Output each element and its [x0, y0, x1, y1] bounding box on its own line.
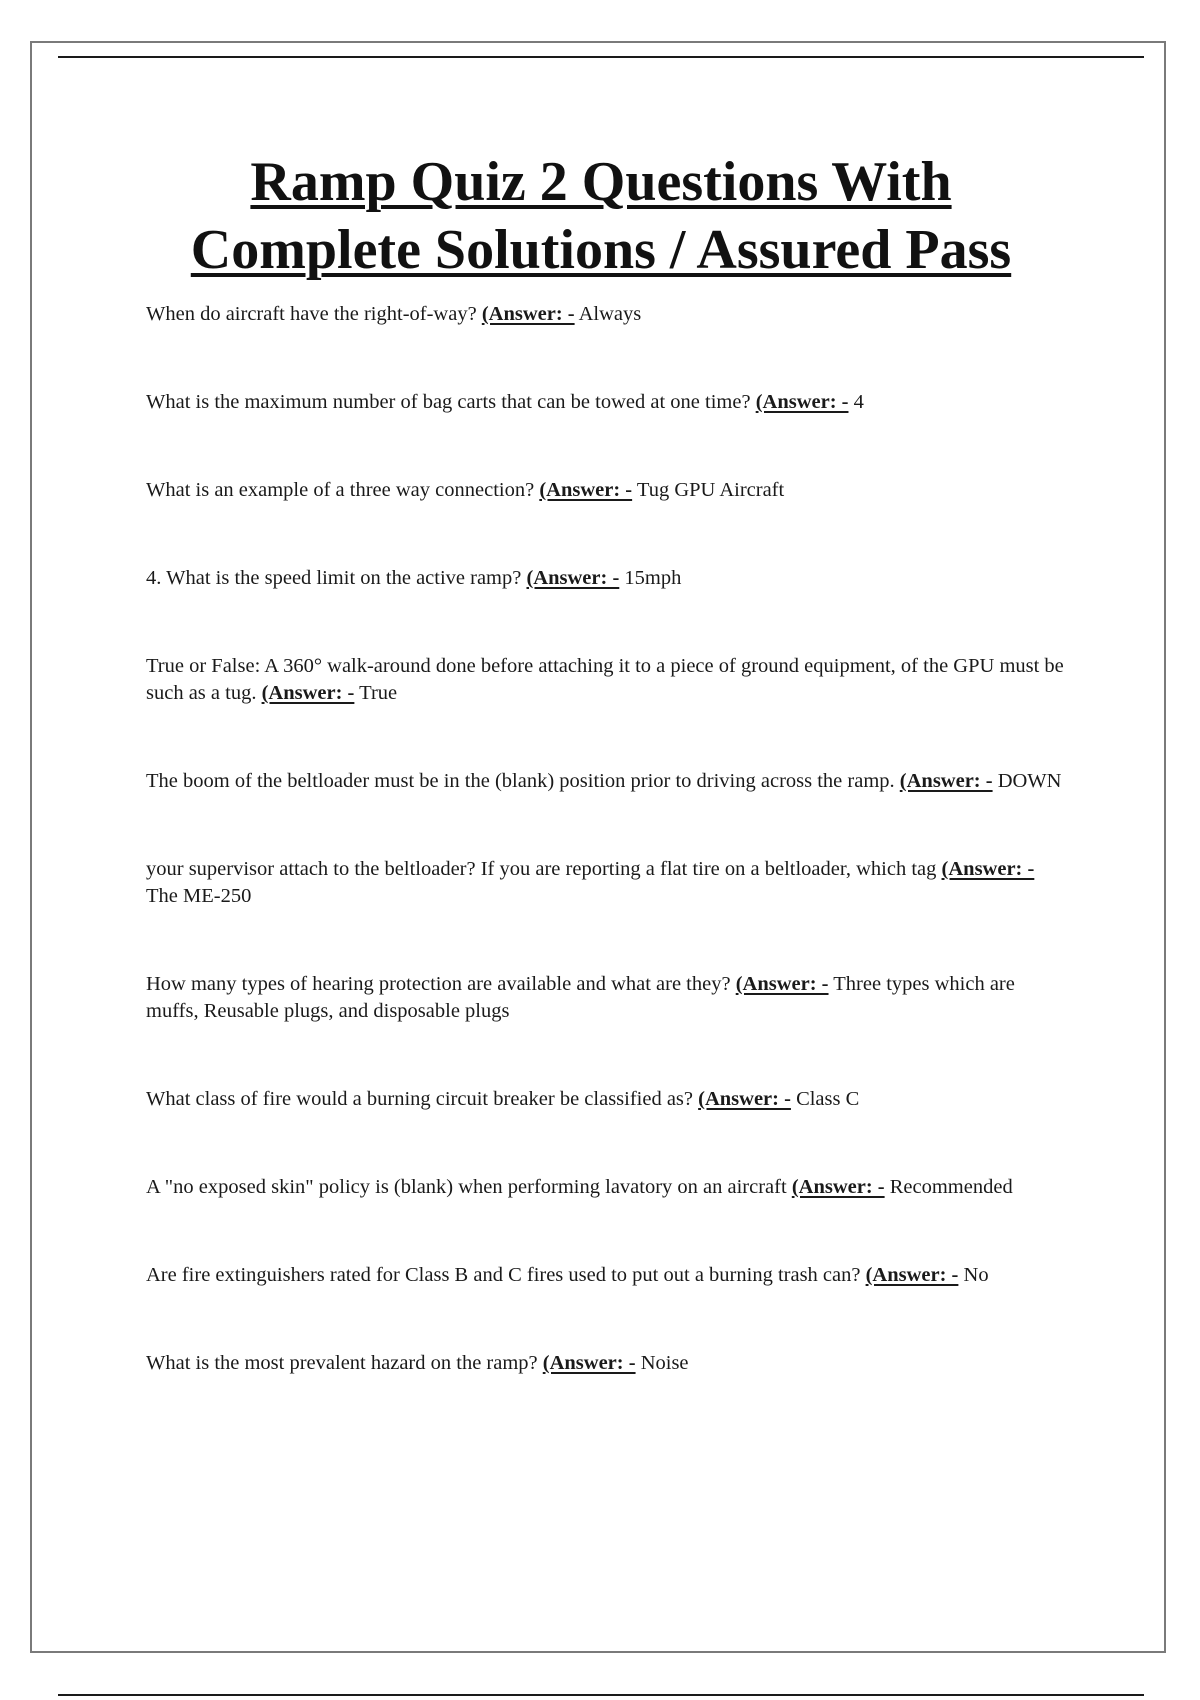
- qa-item: [146, 301, 1068, 328]
- question-text: When do aircraft have the right-of-way?: [146, 303, 477, 325]
- answer-label: (Answer: -: [899, 770, 993, 792]
- qa-item: [146, 565, 1068, 592]
- answer-text: Recommended: [889, 1176, 1013, 1198]
- document-title: [58, 148, 1144, 284]
- question-text: What class of fire would a burning circuit breaker be classified as?: [146, 1088, 694, 1110]
- qa-list: [146, 301, 1068, 1377]
- qa-item: [146, 768, 1068, 795]
- answer-text: 15mph: [624, 567, 682, 589]
- qa-item: [146, 1350, 1068, 1377]
- question-text: A "no exposed skin" policy is (blank) when performing lavatory on an aircraft: [146, 1176, 787, 1198]
- answer-label: (Answer: -: [865, 1264, 959, 1286]
- answer-label: (Answer: -: [941, 858, 1035, 880]
- question-text: What is the maximum number of bag carts that can be towed at one time?: [146, 391, 751, 413]
- answer-label: (Answer: -: [539, 479, 633, 501]
- question-text: What is an example of a three way connection?: [146, 479, 535, 501]
- qa-item: [146, 653, 1068, 707]
- answer-label: (Answer: -: [481, 303, 575, 325]
- qa-item: [146, 477, 1068, 504]
- qa-item: [146, 1086, 1068, 1113]
- answer-text: Tug GPU Aircraft: [636, 479, 785, 501]
- qa-item: [146, 389, 1068, 416]
- question-text: How many types of hearing protection are available and what are they?: [146, 973, 731, 995]
- answer-text: The ME-250: [146, 885, 252, 907]
- top-rule: [58, 56, 1144, 58]
- bottom-rule: [58, 1694, 1144, 1696]
- answer-text: True: [359, 682, 398, 704]
- title-line-1: Ramp Quiz 2 Questions With: [250, 151, 952, 213]
- qa-item: [146, 856, 1068, 910]
- answer-text: Three types which are muffs, Reusable plugs, and disposable plugs: [146, 973, 1015, 1022]
- answer-text: 4: [853, 391, 864, 413]
- answer-text: Class C: [796, 1088, 860, 1110]
- answer-label: (Answer: -: [791, 1176, 885, 1198]
- answer-label: (Answer: -: [735, 973, 829, 995]
- question-text: True or False: A 360° walk-around done before attaching it to a piece of ground equipment, of the GPU must be such as a tug.: [146, 655, 1064, 704]
- qa-item: [146, 971, 1068, 1025]
- question-text: What is the most prevalent hazard on the ramp?: [146, 1352, 538, 1374]
- answer-text: No: [963, 1264, 989, 1286]
- answer-text: DOWN: [997, 770, 1062, 792]
- title-line-2: Complete Solutions / Assured Pass: [190, 219, 1012, 281]
- qa-item: [146, 1174, 1068, 1201]
- qa-item: [146, 1262, 1068, 1289]
- answer-label: (Answer: -: [698, 1088, 791, 1110]
- question-text: your supervisor attach to the beltloader? If you are reporting a flat tire on a beltloader, which tag: [146, 858, 937, 880]
- answer-label: (Answer: -: [542, 1352, 636, 1374]
- answer-label: (Answer: -: [261, 682, 355, 704]
- answer-label: (Answer: -: [755, 391, 849, 413]
- question-text: The boom of the beltloader must be in the (blank) position prior to driving across the ramp.: [146, 770, 895, 792]
- answer-text: Always: [578, 303, 642, 325]
- question-text: Are fire extinguishers rated for Class B and C fires used to put out a burning trash can?: [146, 1264, 861, 1286]
- answer-text: Noise: [640, 1352, 689, 1374]
- answer-label: (Answer: -: [526, 567, 620, 589]
- question-text: 4. What is the speed limit on the active ramp?: [146, 567, 522, 589]
